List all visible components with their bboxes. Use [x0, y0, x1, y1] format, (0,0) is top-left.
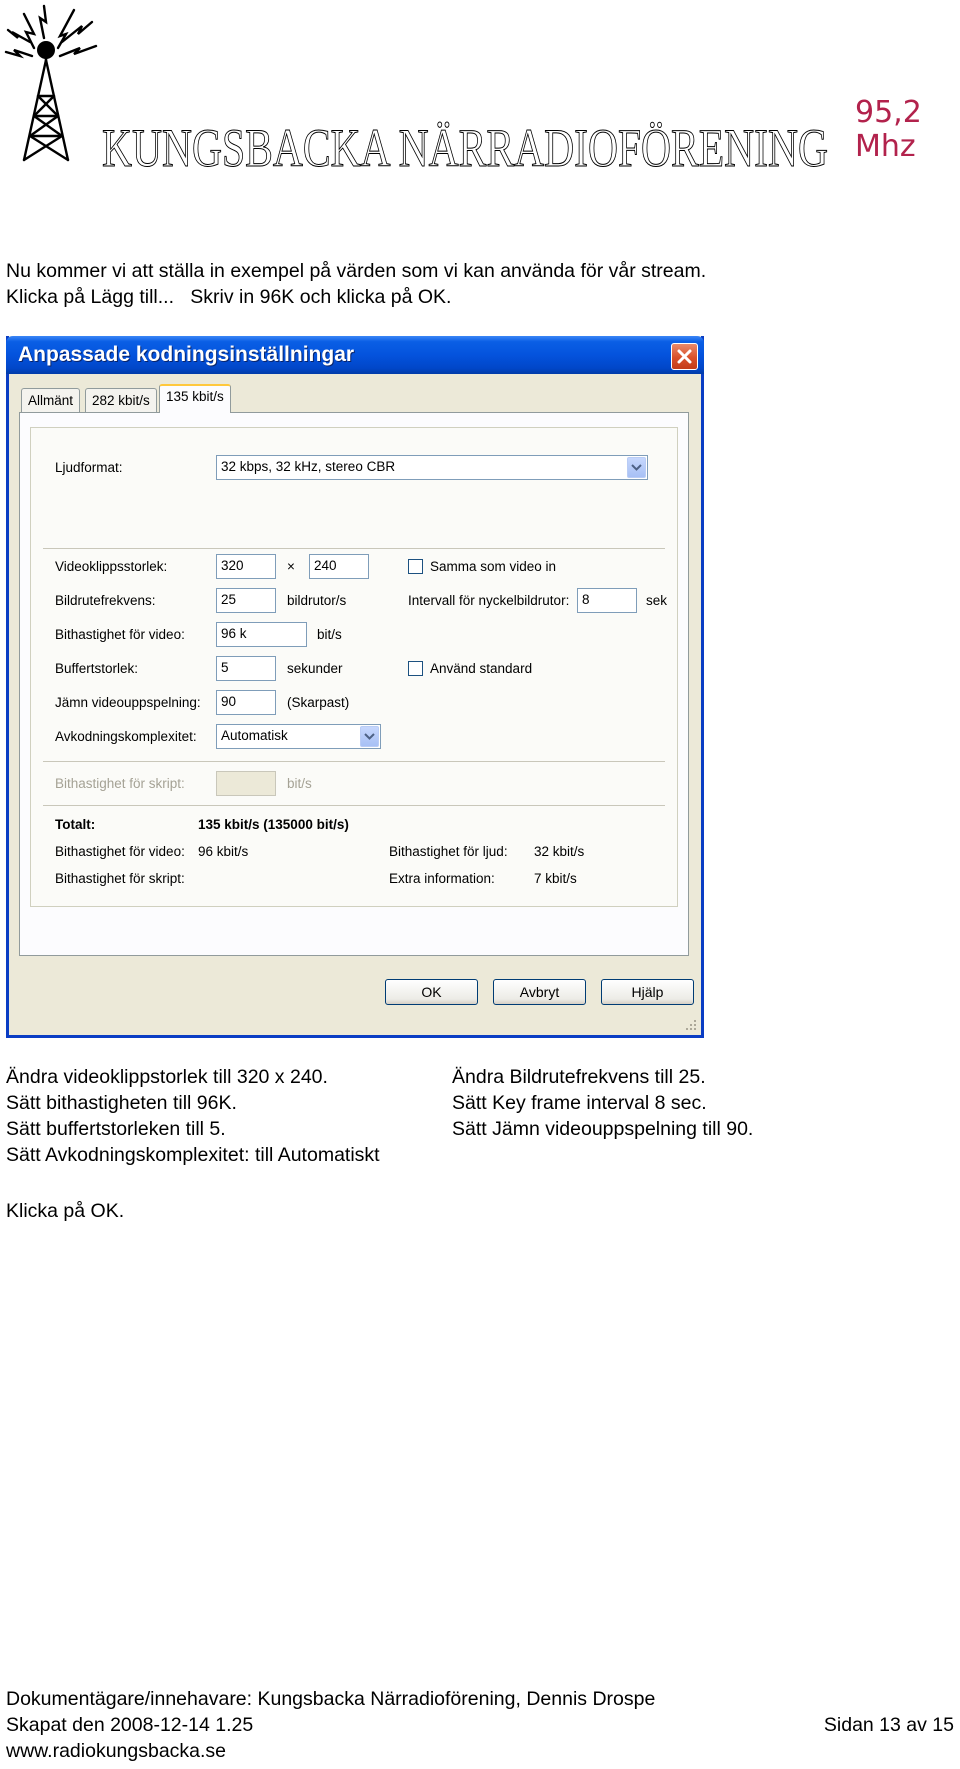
audio-format-label: Ljudformat:	[55, 460, 123, 475]
footer-owner: Dokumentägare/innehavare: Kungsbacka Närradioförening, Dennis Drospe	[6, 1688, 656, 1710]
frame-rate-unit: bildrutor/s	[287, 593, 347, 608]
tab-135-kbits[interactable]: 135 kbit/s	[159, 384, 231, 413]
frequency-value: 95,2	[855, 95, 922, 130]
times-sign: ×	[287, 559, 295, 574]
intro-line-2: Klicka på Lägg till... Skriv in 96K och klicka på OK.	[6, 286, 452, 308]
same-as-video-checkbox[interactable]	[408, 559, 423, 574]
audio-format-select[interactable]	[216, 455, 648, 480]
summary-extra-value: 7 kbit/s	[534, 871, 577, 886]
smoothness-unit: (Skarpast)	[287, 695, 350, 710]
footer-website: www.radiokungsbacka.se	[6, 1740, 227, 1762]
footer-page-number: Sidan 13 av 15	[823, 1714, 954, 1736]
divider	[43, 761, 665, 762]
divider	[43, 805, 665, 806]
buffer-label: Buffertstorlek:	[55, 661, 139, 676]
tab-282-kbits[interactable]: 282 kbit/s	[85, 388, 157, 412]
chevron-down-icon[interactable]	[360, 726, 379, 747]
script-bitrate-unit: bit/s	[287, 776, 312, 791]
total-value: 135 kbit/s (135000 bit/s)	[198, 817, 349, 832]
tab-general[interactable]: Allmänt	[21, 388, 80, 412]
instruction-right-1: Ändra Bildrutefrekvens till 25.	[452, 1066, 706, 1088]
video-height-input[interactable]: 240	[309, 554, 369, 579]
keyframe-label: Intervall för nyckelbildrutor:	[408, 593, 570, 608]
organization-name: KUNGSBACKA NÄRRADIOFÖRENING	[102, 118, 828, 178]
summary-audio-value: 32 kbit/s	[534, 844, 585, 859]
frame-rate-label: Bildrutefrekvens:	[55, 593, 156, 608]
complexity-value: Automatisk	[221, 728, 288, 743]
instruction-right-2: Sätt Key frame interval 8 sec.	[452, 1092, 707, 1114]
script-bitrate-input	[216, 771, 276, 796]
close-button[interactable]	[671, 343, 698, 370]
instruction-left-3: Sätt buffertstorleken till 5.	[6, 1118, 226, 1140]
instruction-left-4: Sätt Avkodningskomplexitet: till Automatiskt	[6, 1144, 380, 1166]
instruction-right-3: Sätt Jämn videouppspelning till 90.	[452, 1118, 754, 1140]
same-as-video-label: Samma som video in	[430, 559, 557, 574]
frame-rate-input[interactable]: 25	[216, 588, 276, 613]
summary-extra-label: Extra information:	[389, 871, 495, 886]
video-bitrate-input[interactable]: 96 k	[216, 622, 307, 647]
footer-created: Skapat den 2008-12-14 1.25	[6, 1714, 254, 1736]
help-button[interactable]: Hjälp	[601, 979, 694, 1005]
total-label: Totalt:	[55, 817, 96, 832]
instruction-left-2: Sätt bithastigheten till 96K.	[6, 1092, 237, 1114]
complexity-select[interactable]	[216, 724, 381, 749]
radio-tower-logo	[4, 4, 100, 164]
instruction-final: Klicka på OK.	[6, 1200, 125, 1222]
cancel-button[interactable]: Avbryt	[493, 979, 586, 1005]
instruction-left-1: Ändra videoklippstorlek till 320 x 240.	[6, 1066, 328, 1088]
close-icon	[676, 348, 693, 365]
summary-video-value: 96 kbit/s	[198, 844, 249, 859]
use-default-checkbox[interactable]	[408, 661, 423, 676]
summary-script-label: Bithastighet för skript:	[55, 871, 185, 886]
script-bitrate-label: Bithastighet för skript:	[55, 776, 185, 791]
tab-panel	[19, 412, 689, 956]
video-width-input[interactable]: 320	[216, 554, 276, 579]
divider	[43, 548, 665, 549]
use-default-label: Använd standard	[430, 661, 533, 676]
buffer-unit: sekunder	[287, 661, 343, 676]
frequency-label	[855, 96, 922, 164]
summary-audio-label: Bithastighet för ljud:	[389, 844, 508, 859]
summary-video-label: Bithastighet för video:	[55, 844, 185, 859]
buffer-input[interactable]: 5	[216, 656, 276, 681]
chevron-down-icon[interactable]	[627, 457, 646, 478]
smoothness-input[interactable]: 90	[216, 690, 276, 715]
keyframe-input[interactable]: 8	[577, 588, 637, 613]
settings-group	[30, 427, 678, 907]
complexity-label: Avkodningskomplexitet:	[55, 729, 197, 744]
video-bitrate-unit: bit/s	[317, 627, 342, 642]
smoothness-label: Jämn videouppspelning:	[55, 695, 201, 710]
audio-format-value: 32 kbps, 32 kHz, stereo CBR	[221, 459, 396, 474]
keyframe-unit: sek	[646, 593, 668, 608]
dialog-titlebar[interactable]	[6, 336, 704, 374]
video-bitrate-label: Bithastighet för video:	[55, 627, 185, 642]
intro-line-1: Nu kommer vi att ställa in exempel på värden som vi kan använda för vår stream.	[6, 260, 707, 282]
dialog-title: Anpassade kodningsinställningar	[18, 343, 355, 366]
encoding-settings-dialog	[6, 336, 704, 1038]
video-size-label: Videoklippsstorlek:	[55, 559, 168, 574]
ok-button[interactable]: OK	[385, 979, 478, 1005]
frequency-unit: Mhz	[855, 129, 916, 164]
resize-grip-icon[interactable]	[683, 1017, 697, 1031]
organization-wordmark	[100, 100, 830, 180]
